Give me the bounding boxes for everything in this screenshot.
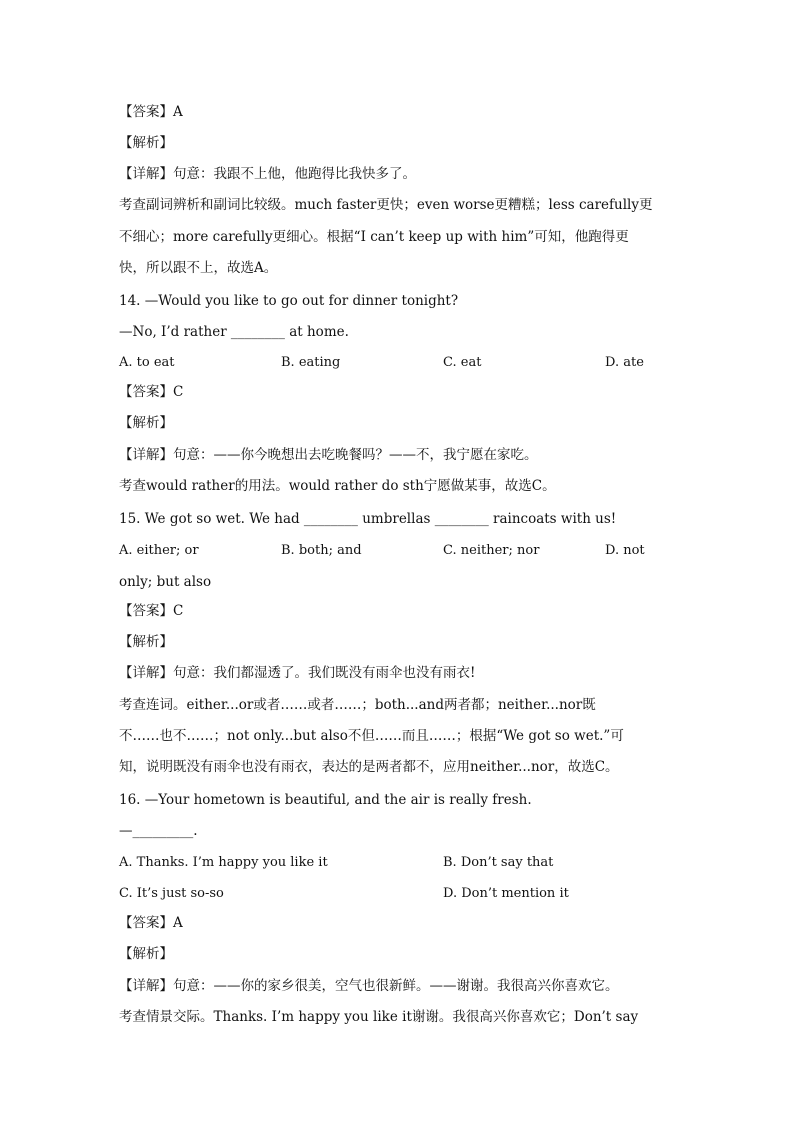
detail-line: 【详解】句意：我跟不上他，他跑得比我快多了。 <box>119 166 416 182</box>
answer-line: 【答案】C <box>119 603 184 619</box>
option-c: C. neither; nor <box>443 543 540 558</box>
option-d: D. ate <box>605 355 644 370</box>
question-16-reply: —_________. <box>119 823 198 839</box>
answer-line: 【答案】A <box>119 915 183 931</box>
option-a: A. to eat <box>119 355 175 370</box>
question-15-stem: 15. We got so wet. We had ________ umbrellas ________ raincoats with us! <box>119 511 617 527</box>
answer-line: 【答案】A <box>119 104 183 120</box>
detail-line: 【详解】句意：——你的家乡很美，空气也很新鲜。——谢谢。我很高兴你喜欢它。 <box>119 978 619 994</box>
explanation-line: 快，所以跟不上，故选A。 <box>119 260 278 276</box>
explanation-line: 考查would rather的用法。would rather do sth宁愿做某事，故选C。 <box>119 478 556 494</box>
option-a: A. either; or <box>119 543 199 558</box>
question-16-stem: 16. —Your hometown is beautiful, and the air is really fresh. <box>119 792 532 808</box>
explanation-line: 考查副词辨析和副词比较级。much faster更快；even worse更糟糕；less carefully更 <box>119 197 653 213</box>
question-14-reply: —No, I’d rather ________ at home. <box>119 324 349 340</box>
explanation-line: 考查连词。either...or或者……或者……；both...and两者都；neither...nor既 <box>119 697 596 713</box>
option-b: B. eating <box>281 355 341 370</box>
analysis-heading: 【解析】 <box>119 415 173 431</box>
analysis-heading: 【解析】 <box>119 946 173 962</box>
analysis-heading: 【解析】 <box>119 634 173 650</box>
option-c: C. eat <box>443 355 482 370</box>
option-a: A. Thanks. I’m happy you like it <box>119 855 328 870</box>
answer-line: 【答案】C <box>119 384 184 400</box>
option-b: B. both; and <box>281 543 362 558</box>
question-14-stem: 14. —Would you like to go out for dinner tonight? <box>119 293 459 309</box>
option-d: D. Don’t mention it <box>443 886 569 901</box>
detail-line: 【详解】句意：——你今晚想出去吃晚餐吗？——不，我宁愿在家吃。 <box>119 447 538 463</box>
explanation-line: 考查情景交际。Thanks. I’m happy you like it谢谢。我很高兴你喜欢它；Don’t say <box>119 1009 639 1025</box>
analysis-heading: 【解析】 <box>119 135 173 151</box>
detail-line: 【详解】句意：我们都湿透了。我们既没有雨伞也没有雨衣! <box>119 665 476 681</box>
option-b: B. Don’t say that <box>443 855 554 870</box>
explanation-line: 不细心；more carefully更细心。根据“I can’t keep up with him”可知，他跑得更 <box>119 229 629 245</box>
option-d: D. not <box>605 543 645 558</box>
option-c: C. It’s just so-so <box>119 886 224 901</box>
option-d-continued: only; but also <box>119 574 212 590</box>
explanation-line: 不……也不……；not only...but also不但……而且……；根据“We got so wet.”可 <box>119 728 624 744</box>
explanation-line: 知，说明既没有雨伞也没有雨衣，表达的是两者都不，应用neither...nor，故选C。 <box>119 759 619 775</box>
